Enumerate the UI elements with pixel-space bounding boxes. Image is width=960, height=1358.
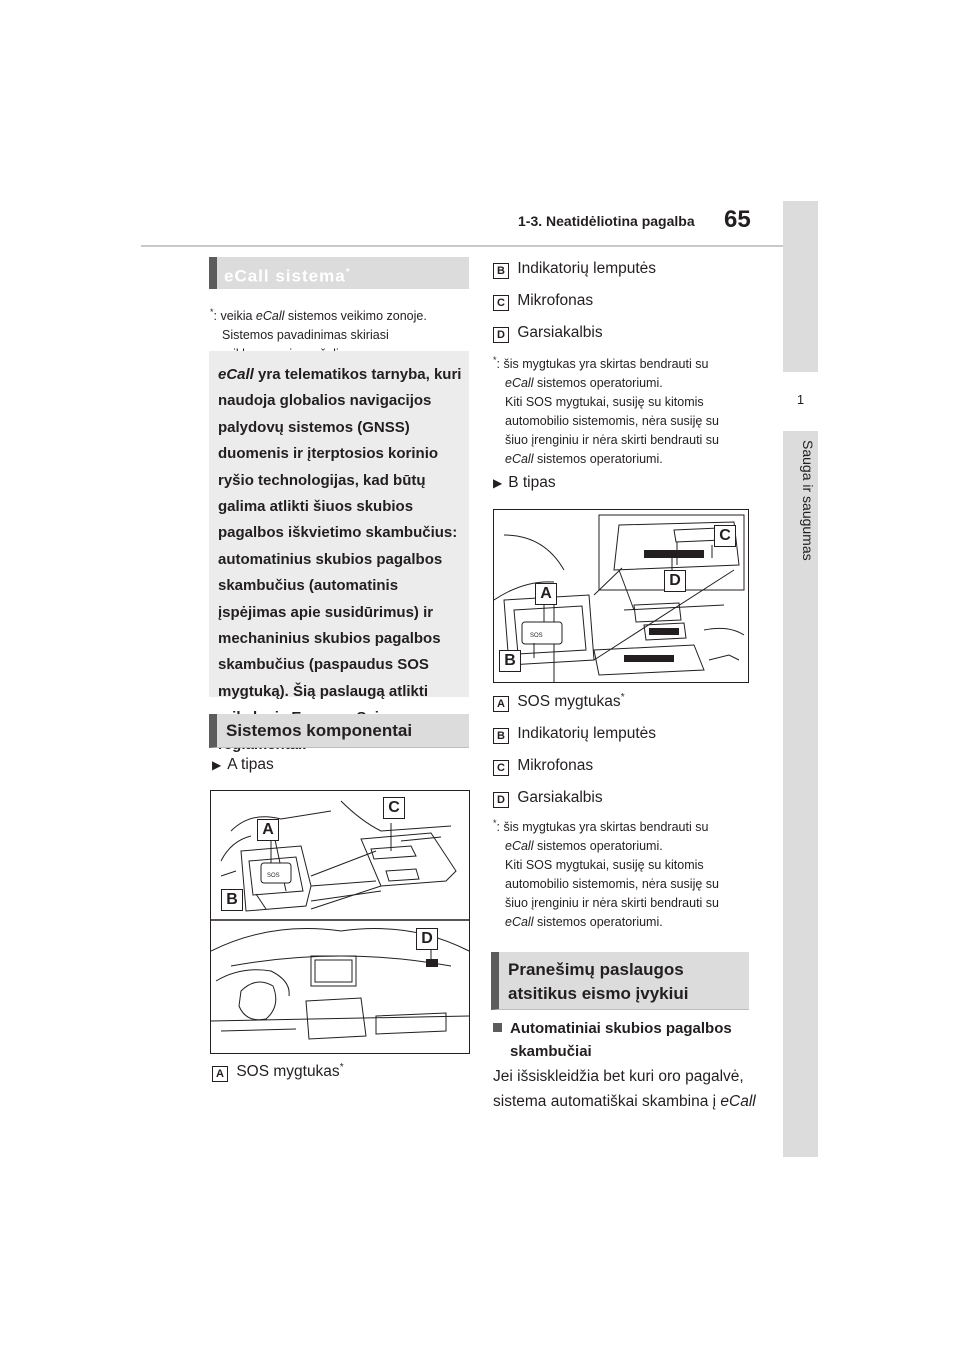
item-text: SOS mygtukas: [517, 693, 621, 711]
footnote-text: : veikia: [213, 309, 256, 324]
ecall-heading: [209, 257, 469, 289]
auto-calls-line: Automatiniai skubios pagalbos: [510, 1020, 732, 1037]
footnote-line2: Sistemos pavadinimas skiriasi: [222, 328, 389, 343]
intro-text: [218, 362, 468, 758]
triangle-bullet-icon: ▶: [212, 758, 222, 772]
item-label: B: [493, 263, 509, 279]
ecall-heading-text: eCall sistema: [224, 266, 346, 286]
footnote-line: šiuo įrenginiu ir nėra skirti bendrauti su: [505, 896, 719, 911]
chapter-number: 1: [796, 392, 805, 407]
intro-line: duomenis ir įterptosios korinio: [218, 445, 439, 463]
intro-ecall: eCall: [218, 366, 254, 383]
item-label: A: [493, 696, 509, 712]
square-bullet-icon: [493, 1023, 502, 1032]
footnote-ecall: eCall: [505, 376, 534, 391]
item-text: Mikrofonas: [517, 757, 594, 774]
footnote-ecall: eCall: [505, 452, 534, 467]
item-a-sos: [212, 1062, 344, 1081]
footnote-ecall: eCall: [505, 839, 534, 854]
right-footnote-1: [493, 351, 753, 469]
footnote-line: sistemos operatoriumi.: [533, 376, 663, 391]
auto-calls-subheading: [493, 1017, 732, 1063]
intro-line: skambučius (automatinis: [218, 577, 399, 595]
footnote-line: sistemos operatoriumi.: [533, 452, 663, 467]
footnote-line: Kiti SOS mygtukai, susiję su kitomis: [505, 858, 704, 873]
item-text: Garsiakalbis: [517, 789, 603, 806]
type-b-label: [493, 474, 556, 492]
auto-calls-line: skambučiai: [510, 1043, 592, 1060]
item-text: Indikatorių lemputės: [517, 725, 657, 742]
item-text: Mikrofonas: [517, 292, 594, 309]
footnote-line: : šis mygtukas yra skirtas bendrauti su: [496, 357, 709, 372]
item-text: SOS mygtukas: [236, 1063, 340, 1081]
paragraph-line: Jei išsiskleidžia bet kuri oro pagalvė,: [493, 1068, 744, 1085]
item-text: Garsiakalbis: [517, 324, 603, 341]
footnote-mark: *: [210, 307, 214, 317]
footnote-line: automobilio sistemomis, nėra susiję su: [505, 414, 719, 429]
item-mark: *: [339, 1062, 344, 1073]
footnote-line: automobilio sistemomis, nėra susiję su: [505, 877, 719, 892]
page-number: 65: [724, 206, 751, 233]
item-label: C: [493, 295, 509, 311]
footnote-text-end: sistemos veikimo zonoje.: [284, 309, 427, 324]
item-label: A: [212, 1066, 228, 1082]
figure-b-callout-a: A: [535, 583, 557, 605]
figure-a-callout-d: D: [416, 928, 438, 950]
right-item-d: [493, 324, 603, 342]
item-mark: *: [620, 692, 625, 703]
figure-b-callout-b: B: [499, 650, 521, 672]
figure-type-b: [493, 509, 749, 683]
figure-type-a: [210, 790, 470, 1054]
figure-type-a-drawing: [211, 791, 469, 1053]
right-item-d-2: [493, 789, 603, 807]
figure-a-callout-c: C: [383, 797, 405, 819]
figure-b-sos-text: SOS: [530, 633, 543, 639]
footnote-mark: *: [493, 355, 497, 365]
footnote-line: Kiti SOS mygtukai, susiję su kitomis: [505, 395, 704, 410]
figure-a-sos-text: SOS: [267, 873, 280, 879]
header-rule: [141, 245, 783, 247]
item-label: D: [493, 327, 509, 343]
footnote-mark: *: [493, 818, 497, 828]
type-b-text: B tipas: [508, 474, 556, 491]
components-heading-text: Sistemos komponentai: [226, 721, 413, 740]
section-title: 1-3. Neatidėliotina pagalba: [518, 213, 695, 229]
right-item-c: [493, 292, 593, 310]
right-item-a-2: [493, 692, 625, 711]
intro-line: skambučius (paspaudus SOS: [218, 656, 429, 674]
components-heading: [209, 714, 469, 748]
intro-line: yra telematikos tarnyba, kuri: [253, 366, 462, 383]
paragraph-line: sistema automatiškai skambina į: [493, 1093, 721, 1110]
footnote-line: sistemos operatoriumi.: [533, 915, 663, 930]
item-label: C: [493, 760, 509, 776]
intro-line: įspėjimas apie susidūrimus) ir: [218, 603, 434, 621]
chapter-title: Sauga ir saugumas: [800, 440, 816, 561]
intro-line: mygtuką). Šią paslaugą atlikti: [218, 682, 429, 700]
type-a-label: [212, 756, 274, 774]
intro-line: mechaninius skubios pagalbos: [218, 630, 441, 648]
right-item-c-2: [493, 757, 593, 775]
ecall-heading-mark: *: [345, 267, 351, 278]
paragraph-ecall: eCall: [720, 1093, 756, 1110]
intro-line: galima atlikti šiuos skubios: [218, 498, 414, 516]
intro-line: automatinius skubios pagalbos: [218, 550, 443, 568]
item-label: B: [493, 728, 509, 744]
footnote-line: sistemos operatoriumi.: [533, 839, 663, 854]
intro-line: pagalbos iškvietimo skambučius:: [218, 524, 458, 542]
intro-line: ryšio technologijas, kad būtų: [218, 471, 426, 489]
notifications-heading: [491, 952, 749, 1010]
figure-a-callout-b: B: [221, 889, 243, 911]
figure-b-callout-c: C: [714, 525, 736, 547]
figure-type-b-drawing: [494, 510, 748, 682]
item-text: Indikatorių lemputės: [517, 260, 657, 277]
right-item-b: [493, 260, 656, 278]
chapter-sidebar: [783, 201, 818, 1157]
notifications-heading-line: atsitikus eismo įvykiui: [508, 984, 689, 1003]
footnote-ecall: eCall: [255, 309, 285, 324]
type-a-text: A tipas: [227, 756, 274, 773]
intro-line: palydovų sistemos (GNSS): [218, 418, 410, 436]
intro-line: naudoja globalios navigacijos: [218, 392, 432, 410]
footnote-line: : šis mygtukas yra skirtas bendrauti su: [496, 820, 709, 835]
item-label: D: [493, 792, 509, 808]
right-item-b-2: [493, 725, 656, 743]
figure-a-callout-a: A: [257, 819, 279, 841]
last-paragraph: [493, 1064, 756, 1114]
figure-b-callout-d: D: [664, 570, 686, 592]
notifications-heading-line: Pranešimų paslaugos: [508, 960, 684, 979]
footnote-ecall: eCall: [505, 915, 534, 930]
triangle-bullet-icon: ▶: [493, 476, 503, 490]
footnote-line: šiuo įrenginiu ir nėra skirti bendrauti su: [505, 433, 719, 448]
right-footnote-2: [493, 814, 753, 932]
